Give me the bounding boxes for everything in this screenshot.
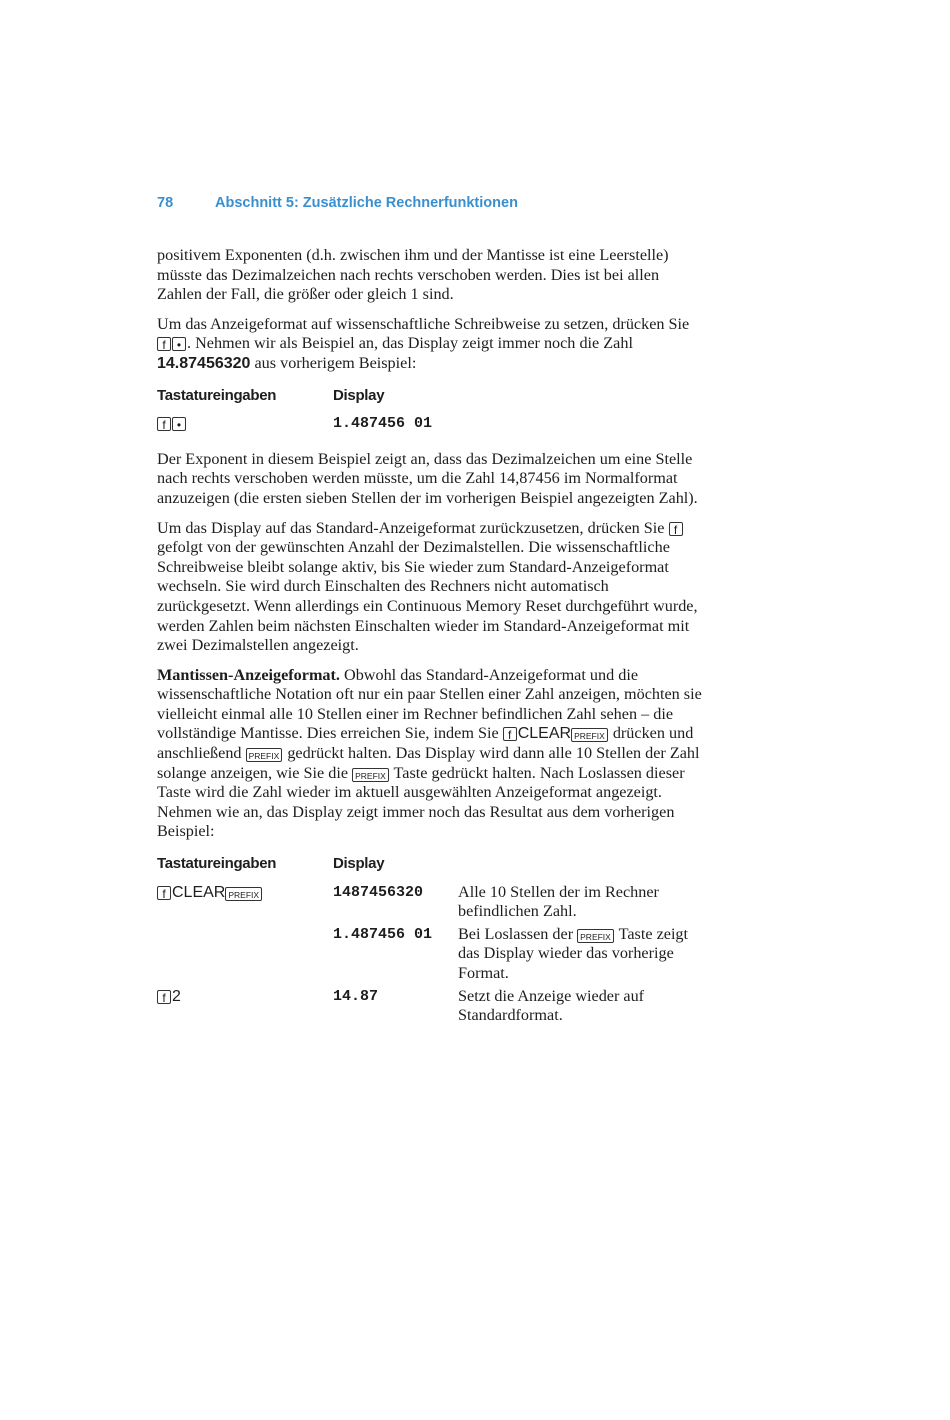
col-display-header: Display	[333, 855, 385, 873]
display-cell: 14.87	[333, 987, 379, 1005]
f-key-icon: f	[503, 727, 517, 741]
table-row	[157, 925, 702, 984]
paragraph-4-text-b: gefolgt von der gewünschten Anzahl der Dezimalstellen. Die wissenschaftliche Schreibweise bleibt solange aktiv, bis Sie wieder zum Standard-Anzeigeformat wechseln. Sie wird durch Einschalten des Rechners nicht automatisch zurückgesetzt. Wenn allerdings ein Continuous Memory Reset durchgeführt wurde, werden Zahlen beim nächsten Einschalten wieder im Standard-Anzeigeformat mit zwei Dezimalstellen angezeigt.	[157, 538, 698, 655]
display-cell: 1487456320	[333, 883, 424, 901]
page-body	[157, 246, 702, 1042]
clear-label: CLEAR	[517, 725, 572, 743]
description-text-a: Bei Loslassen der	[458, 924, 578, 943]
col-display-header: Display	[333, 386, 385, 404]
display-cell: 1.487456 01	[333, 925, 433, 943]
example-number: 14.87456320	[157, 354, 251, 372]
f-key-icon: f	[157, 337, 171, 351]
paragraph-2-text-c: aus vorherigem Beispiel:	[250, 353, 417, 372]
section-title: Abschnitt 5: Zusätzliche Rechnerfunktionen	[215, 195, 518, 211]
paragraph-5-text-d: Taste gedrückt halten. Nach Loslassen dieser Taste wird die Zahl wieder im aktuell ausgewählten Anzeigeformat angezeigt. Nehmen wie an, das Display zeigt immer noch das Resultat aus dem vorherigen Beispiel:	[157, 763, 685, 841]
paragraph-3: Der Exponent in diesem Beispiel zeigt an, dass das Dezimalzeichen um eine Stelle nach rechts verschoben werden müsste, um die Zahl 14,87456 im Normalformat anzuzeigen (die ersten sieben Stellen der im vorherigen Beispiel angezeigten Zahl).	[157, 449, 698, 507]
display-cell: 1.487456 01	[333, 415, 433, 433]
keys-cell	[157, 414, 333, 434]
keys-cell	[157, 925, 333, 984]
mantissa-heading: Mantissen-Anzeigeformat.	[157, 665, 340, 684]
paragraph-4	[157, 519, 702, 656]
paragraph-1: positivem Exponenten (d.h. zwischen ihm und der Mantisse ist eine Leerstelle) müsste das Dezimalzeichen nach rechts verschoben werden. Dies ist bei allen Zahlen der Fall, die größer oder gleich 1 sind.	[157, 246, 669, 304]
prefix-key-icon: PREFIX	[225, 887, 262, 901]
running-header	[157, 195, 518, 211]
paragraph-5-text-b: drücken und anschließend	[157, 724, 694, 763]
dot-key-icon: •	[172, 337, 186, 351]
paragraph-2	[157, 315, 702, 374]
digit-label: 2	[172, 987, 181, 1005]
paragraph-5-text-c: gedrückt halten. Das Display wird dann alle 10 Stellen der Zahl solange anzeigen, wie Sie die	[157, 744, 700, 782]
keystroke-table-1	[157, 386, 702, 434]
page-number: 78	[157, 195, 174, 211]
f-key-icon: f	[157, 417, 171, 431]
table-2-header	[157, 854, 702, 874]
description-cell: Alle 10 Stellen der im Rechner befindlichen Zahl.	[458, 882, 659, 921]
paragraph-5-text-a: Obwohl das Standard-Anzeigeformat und die wissenschaftliche Notation oft nur ein paar Stellen einer Zahl anzeigen, möchten sie vielleicht einmal alle 10 Stellen einer im Rechner befindlichen Zahl sehen – die vollständige Mantisse. Dies erreichen Sie, indem Sie	[157, 665, 702, 743]
f-key-icon: f	[157, 886, 171, 900]
prefix-key-icon: PREFIX	[352, 768, 389, 782]
keys-cell	[157, 883, 333, 922]
table-row	[157, 987, 702, 1026]
f-key-icon: f	[669, 522, 683, 536]
table-1-header	[157, 386, 702, 406]
paragraph-2-text-a: Um das Anzeigeformat auf wissenschaftliche Schreibweise zu setzen, drücken Sie	[157, 314, 690, 333]
keys-cell	[157, 987, 333, 1026]
table-row	[157, 883, 702, 922]
keystroke-table-2	[157, 854, 702, 1026]
table-row	[157, 414, 702, 434]
paragraph-2-text-b: . Nehmen wir als Beispiel an, das Display zeigt immer noch die Zahl	[187, 334, 633, 353]
col-keys-header: Tastatureingaben	[157, 386, 277, 404]
paragraph-4-text-a: Um das Display auf das Standard-Anzeigeformat zurückzusetzen, drücken Sie	[157, 518, 669, 537]
paragraph-5	[157, 666, 702, 842]
f-key-icon: f	[157, 990, 171, 1004]
col-keys-header: Tastatureingaben	[157, 855, 277, 873]
dot-key-icon: •	[172, 417, 186, 431]
clear-label: CLEAR	[172, 883, 226, 901]
prefix-key-icon: PREFIX	[246, 748, 283, 762]
description-cell	[458, 925, 702, 984]
description-text-b: Taste zeigt das Display wieder das vorherige Format.	[458, 924, 689, 982]
description-cell: Setzt die Anzeige wieder auf Standardformat.	[458, 986, 645, 1025]
prefix-key-icon: PREFIX	[571, 728, 608, 742]
prefix-key-icon: PREFIX	[577, 929, 614, 943]
